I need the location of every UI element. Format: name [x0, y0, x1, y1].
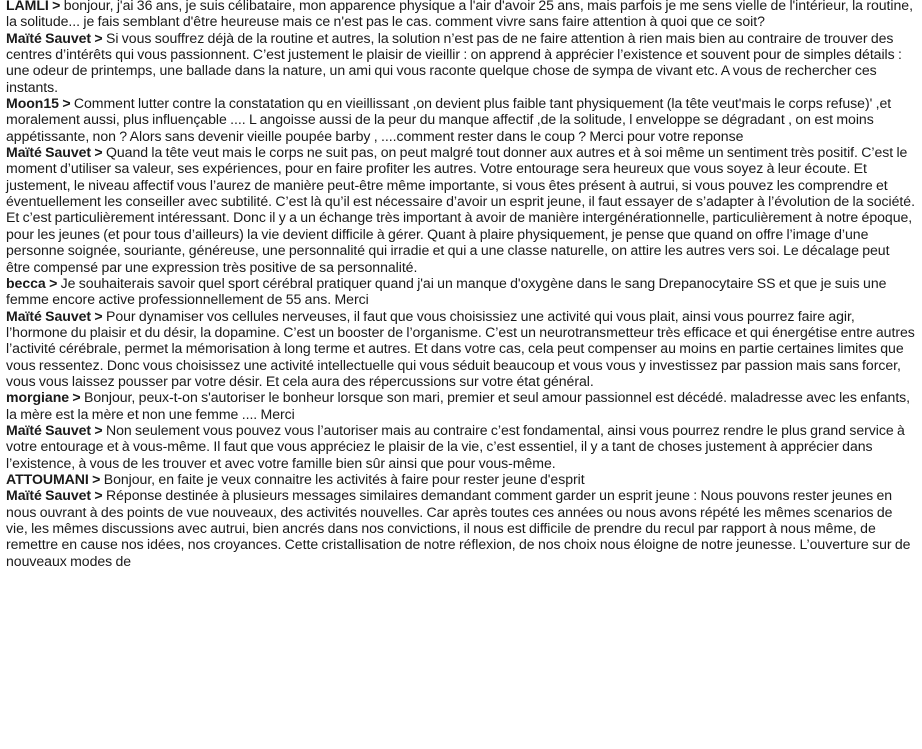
message — [6, 471, 916, 487]
author-separator: > — [91, 144, 106, 161]
message-author: Maïté Sauvet — [6, 307, 92, 324]
message — [6, 95, 916, 144]
author-separator: > — [58, 95, 74, 112]
author-separator: > — [91, 29, 106, 46]
message-text: Pour dynamiser vos cellules nerveuses, il faut que vous choisissiez une activité qui vous plait, ainsi vous pourrez faire agir, l’hormone du plaisir et du désir, la dopamine. C’est un booster de l’organisme. C’est un neurotransmetteur très efficace et qui énergétise entre autres l’activité cérébrale, permet la mémorisation à long terme et autres. Et dans votre cas, cela peut compenser au moins en partie certaines limites que vous ressentez. Donc vous choisissez une activité intellectuelle qui vous séduit beaucoup et vous vous y investissez par passion mais sans forcer, vous vous laissez pousser par votre désir. Et cela aura des répercussions sur votre état général. — [6, 307, 915, 389]
message — [6, 0, 916, 30]
message-text: Bonjour, en faite je veux connaitre les activités à faire pour rester jeune d'esprit — [103, 470, 585, 487]
message — [6, 487, 916, 569]
message-text: Non seulement vous pouvez vous l’autoriser mais au contraire c’est fondamental, ainsi vous pourrez rendre le plus grand service à votre entourage et à vous-même. Il faut que vous appréciez le plaisir de la vie, c’est essentiel, il y a tant de choses justement à apprécier dans l’existence, à vous de les trouver et avec votre famille bien sûr ainsi que pour vous-même. — [6, 421, 905, 471]
message-text: Comment lutter contre la constatation qu en vieillissant ,on devient plus faible tant physiquement (la tête veut'mais le corps refuse)' ,et moralement aussi, plus influençable .... L angoisse aussi de la peur du manque affectif ,de la solitude, l enveloppe se dégradant , on est moins appétissante, non ? Alors sans devenir vieille poupée barby , ....comment rester dans le coup ? Merci pour votre reponse — [6, 95, 892, 144]
message-text: Bonjour, peux-t-on s'autoriser le bonheur lorsque son mari, premier et seul amour passionnel est décédé. maladresse avec les enfants, la mère est la mère et non une femme .... Merci — [6, 389, 911, 422]
message-author: ATTOUMANI — [6, 470, 89, 487]
author-separator: > — [45, 274, 61, 291]
message — [6, 144, 916, 275]
message-text: Quand la tête veut mais le corps ne suit pas, on peut malgré tout donner aux autres et à soi même un sentiment très positif. C’est le moment d’utiliser sa valeur, ses expériences, pour en faire profiter les autres. Votre entourage sera heureux que vous soyez à leur écoute. Et justement, le niveau affectif vous l’aurez de manière peut-être même importante, si vous êtes présent à autrui, si vous pouvez les comprendre et éventuellement les conseiller avec subtilité. C’est là qu’il est nécessaire d’avoir un esprit jeune, il faut essayer de s’adapter à l’évolution de la société. Et c’est particulièrement intéressant. Donc il y a un échange très important à avoir de manière intergénérationnelle, particulièrement à notre époque, pour les jeunes (et pour tous d’ailleurs) la vie devient difficile à gérer. Quant à plaire physiquement, je pense que quand on offre l’image d’une personne soignée, souriante, généreuse, une personnalité qui irradie et qui a une classe naturelle, on attire les autres vers soi. Le décalage peut être compensé par une expression très positive de sa personnalité. — [6, 144, 915, 275]
message-author: morgiane — [6, 389, 70, 406]
message — [6, 30, 916, 95]
author-separator: > — [91, 307, 106, 324]
author-separator: > — [48, 0, 64, 13]
message-author: Maïté Sauvet — [6, 29, 92, 46]
message-author: becca — [6, 274, 46, 291]
message-author: Moon15 — [6, 95, 59, 112]
message — [6, 389, 916, 422]
message-text: Je souhaiterais savoir quel sport cérébral pratiquer quand j'ai un manque d'oxygène dans le sang Drepanocytaire SS et que je suis une femme encore active professionnellement de 55 ans. Merci — [6, 274, 887, 308]
author-separator: > — [91, 487, 106, 504]
message-author: LAMLI — [6, 0, 49, 13]
message — [6, 275, 916, 308]
message-author: Maïté Sauvet — [6, 421, 92, 438]
message-author: Maïté Sauvet — [6, 144, 92, 161]
author-separator: > — [88, 470, 104, 487]
author-separator: > — [91, 421, 106, 438]
message-text: bonjour, j'ai 36 ans, je suis célibataire, mon apparence physique a l'air d'avoir 25 ans, mais parfois je me sens vielle de l'intérieur, la routine, la solitude... je fais semblant d'être heureuse mais ce n'est pas le cas. comment vivre sans faire attention à quoi que ce soit? — [6, 0, 913, 30]
message — [6, 308, 916, 390]
message-text: Réponse destinée à plusieurs messages similaires demandant comment garder un esprit jeune : Nous pouvons rester jeunes en nous ouvrant à des points de vue nouveaux, des activités nouvelles. Car après toutes ces années ou nous avons répété les mêmes scenarios de vie, les mêmes discussions avec autrui, bien ancrés dans nos convictions, il nous est difficile de prendre du recul par rapport à nous même, de remettre en cause nos idées, nos croyances. Cette cristallisation de notre réflexion, de nos choix nous éloigne de notre jeunesse. L’ouverture sur de nouveaux modes de — [6, 487, 911, 569]
message-text: Si vous souffrez déjà de la routine et autres, la solution n’est pas de ne faire attention à rien mais bien au contraire de trouver des centres d’intérêts qui vous passionnent. C’est justement le plaisir de vieillir : on apprend à apprécier l’existence et souvent pour de simples détails : une odeur de printemps, une ballade dans la nature, un ami qui vous raconte quelque chose de sympa de vivant etc. A vous de rechercher ces instants. — [6, 29, 902, 95]
message-author: Maïté Sauvet — [6, 487, 92, 504]
message — [6, 422, 916, 471]
author-separator: > — [69, 389, 84, 406]
